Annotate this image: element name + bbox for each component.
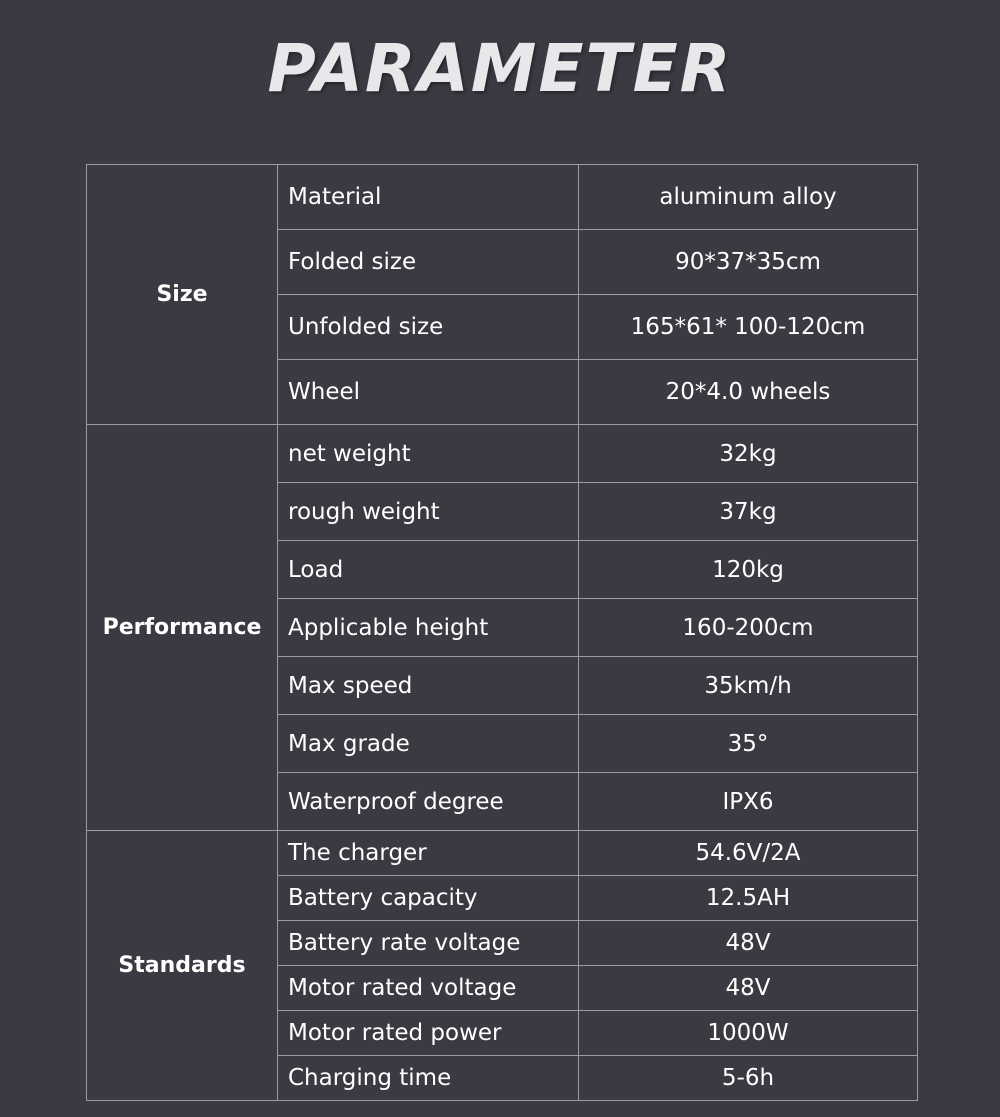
- table-row: [87, 831, 918, 876]
- spec-label: rough weight: [278, 483, 579, 541]
- group-label-size: Size: [87, 165, 278, 425]
- spec-label: Motor rated voltage: [278, 966, 579, 1011]
- spec-value: 5-6h: [579, 1056, 918, 1101]
- spec-value: 48V: [579, 966, 918, 1011]
- table-row: [87, 165, 918, 230]
- spec-value: aluminum alloy: [579, 165, 918, 230]
- spec-label: Load: [278, 541, 579, 599]
- spec-value: 35km/h: [579, 657, 918, 715]
- spec-label: Wheel: [278, 360, 579, 425]
- spec-label: Charging time: [278, 1056, 579, 1101]
- spec-value: IPX6: [579, 773, 918, 831]
- spec-label: Battery capacity: [278, 876, 579, 921]
- spec-label: Folded size: [278, 230, 579, 295]
- spec-value: 54.6V/2A: [579, 831, 918, 876]
- spec-value: 32kg: [579, 425, 918, 483]
- spec-value: 37kg: [579, 483, 918, 541]
- spec-label: net weight: [278, 425, 579, 483]
- spec-value: 20*4.0 wheels: [579, 360, 918, 425]
- spec-label: Battery rate voltage: [278, 921, 579, 966]
- spec-label: Applicable height: [278, 599, 579, 657]
- spec-value: 48V: [579, 921, 918, 966]
- table-row: [87, 425, 918, 483]
- spec-value: 165*61* 100-120cm: [579, 295, 918, 360]
- spec-label: The charger: [278, 831, 579, 876]
- spec-value: 160-200cm: [579, 599, 918, 657]
- spec-value: 35°: [579, 715, 918, 773]
- spec-label: Max speed: [278, 657, 579, 715]
- group-label-performance: Performance: [87, 425, 278, 831]
- spec-value: 12.5AH: [579, 876, 918, 921]
- spec-label: Max grade: [278, 715, 579, 773]
- spec-value: 90*37*35cm: [579, 230, 918, 295]
- group-label-standards: Standards: [87, 831, 278, 1101]
- spec-label: Unfolded size: [278, 295, 579, 360]
- spec-value: 120kg: [579, 541, 918, 599]
- spec-label: Material: [278, 165, 579, 230]
- spec-label: Motor rated power: [278, 1011, 579, 1056]
- spec-value: 1000W: [579, 1011, 918, 1056]
- spec-label: Waterproof degree: [278, 773, 579, 831]
- page-title: PARAMETER: [267, 30, 733, 107]
- specification-table: [86, 164, 918, 1101]
